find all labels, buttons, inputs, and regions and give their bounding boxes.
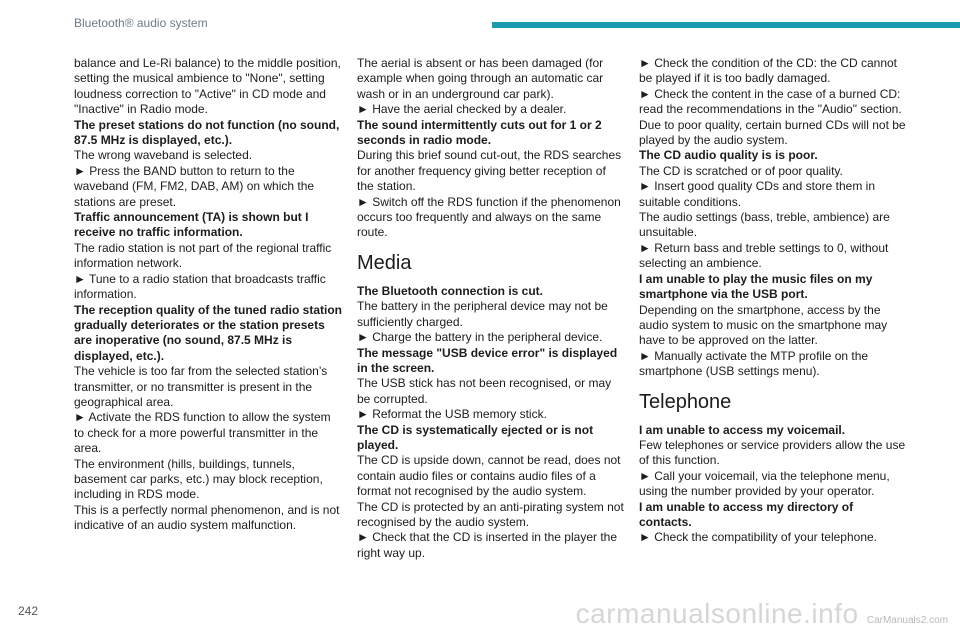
paragraph: The aerial is absent or has been damaged (for example when going through an automatic car wash or in an underground car park). bbox=[357, 56, 604, 101]
page-number: 242 bbox=[18, 604, 39, 618]
paragraph: The CD is upside down, cannot be read, does not contain audio files or contains audio files of a format not recognised by the audio system. bbox=[357, 453, 621, 499]
problem-heading: Traffic announcement (TA) is shown but I receive no traffic information. bbox=[74, 210, 309, 240]
paragraph: During this brief sound cut-out, the RDS searches for another frequency giving better reception of the station. bbox=[357, 148, 622, 194]
paragraph: ► Switch off the RDS function if the phenomenon occurs too frequently and always on the same route. bbox=[357, 194, 621, 240]
paragraph: This is a perfectly normal phenomenon, and is not indicative of an audio system malfunction. bbox=[74, 502, 340, 533]
paragraph: ► Charge the battery in the peripheral device. bbox=[357, 330, 603, 345]
paragraph: The vehicle is too far from the selected station’s transmitter, or no transmitter is present in the geographical area. bbox=[74, 364, 328, 409]
paragraph: The environment (hills, buildings, tunnels, basement car parks, etc.) may block reception, including in RDS mode. bbox=[74, 456, 323, 502]
problem-heading: I am unable to access my directory of contacts. bbox=[639, 499, 854, 529]
paragraph: Few telephones or service providers allow the use of this function. bbox=[639, 437, 906, 468]
problem-heading: The reception quality of the tuned radio station gradually deteriorates or the station presets are inoperative (no sound, 87.5 MHz is displayed, etc.). bbox=[74, 302, 343, 363]
paragraph: ► Tune to a radio station that broadcasts traffic information. bbox=[74, 271, 326, 302]
problem-heading: The CD is systematically ejected or is not played. bbox=[357, 422, 594, 452]
problem-heading: The sound intermittently cuts out for 1 or 2 seconds in radio mode. bbox=[357, 117, 602, 148]
problem-heading: The CD audio quality is is poor. bbox=[639, 148, 818, 163]
paragraph: Depending on the smartphone, access by the audio system to music on the smartphone may have to be approved on the latter. bbox=[639, 302, 888, 348]
paragraph: ► Insert good quality CDs and store them in suitable conditions. bbox=[639, 179, 875, 209]
text-column-3 bbox=[639, 56, 907, 546]
problem-heading: I am unable to access my voicemail. bbox=[639, 422, 846, 437]
paragraph: The wrong waveband is selected. bbox=[74, 148, 253, 163]
section-heading: Media bbox=[357, 251, 412, 274]
header-accent-bar bbox=[492, 22, 960, 28]
paragraph: ► Have the aerial checked by a dealer. bbox=[357, 102, 567, 117]
paragraph: The audio settings (bass, treble, ambience) are unsuitable. bbox=[639, 210, 890, 240]
paragraph: ► Manually activate the MTP profile on the smartphone (USB settings menu). bbox=[639, 348, 869, 379]
running-header-title: Bluetooth® audio system bbox=[74, 16, 208, 30]
watermark bbox=[576, 598, 948, 630]
paragraph: The radio station is not part of the regional traffic information network. bbox=[74, 240, 332, 271]
watermark-large-text: carmanualsonline.info bbox=[575, 598, 859, 629]
paragraph: ► Check that the CD is inserted in the player the right way up. bbox=[357, 530, 618, 560]
text-column-1 bbox=[74, 56, 342, 534]
problem-heading: I am unable to play the music files on my smartphone via the USB port. bbox=[639, 271, 873, 302]
paragraph: ► Activate the RDS function to allow the system to check for a more powerful transmitter in the area. bbox=[74, 410, 331, 456]
section-heading: Telephone bbox=[639, 390, 732, 413]
text-column-2 bbox=[357, 56, 625, 561]
paragraph: ► Call your voicemail, via the telephone menu, using the number provided by your operator. bbox=[639, 468, 890, 499]
paragraph: Due to poor quality, certain burned CDs will not be played by the audio system. bbox=[639, 117, 906, 148]
paragraph: ► Check the content in the case of a burned CD: read the recommendations in the "Audio" section. bbox=[639, 86, 902, 117]
paragraph: The CD is protected by an anti-pirating system not recognised by the audio system. bbox=[357, 499, 624, 529]
paragraph: ► Reformat the USB memory stick. bbox=[357, 407, 547, 422]
paragraph: ► Check the condition of the CD: the CD cannot be played if it is too badly damaged. bbox=[639, 56, 898, 86]
paragraph: The battery in the peripheral device may not be sufficiently charged. bbox=[357, 299, 608, 329]
paragraph: ► Return bass and treble settings to 0, without selecting an ambience. bbox=[639, 240, 889, 271]
paragraph: The USB stick has not been recognised, or may be corrupted. bbox=[357, 376, 612, 406]
paragraph: The CD is scratched or of poor quality. bbox=[639, 163, 843, 178]
paragraph: ► Press the BAND button to return to the waveband (FM, FM2, DAB, AM) on which the stations are preset. bbox=[74, 163, 315, 209]
paragraph: ► Check the compatibility of your telephone. bbox=[639, 530, 878, 545]
problem-heading: The Bluetooth connection is cut. bbox=[357, 283, 543, 298]
problem-heading: The preset stations do not function (no sound, 87.5 MHz is displayed, etc.). bbox=[74, 117, 340, 148]
watermark-small-text: CarManuals2.com bbox=[866, 615, 948, 626]
problem-heading: The message "USB device error" is displayed in the screen. bbox=[357, 345, 618, 375]
paragraph: balance and Le-Ri balance) to the middle position, setting the musical ambience to "None", setting loudness correction to "Active" in CD mode and "Inactive" in Radio mode. bbox=[74, 56, 341, 117]
